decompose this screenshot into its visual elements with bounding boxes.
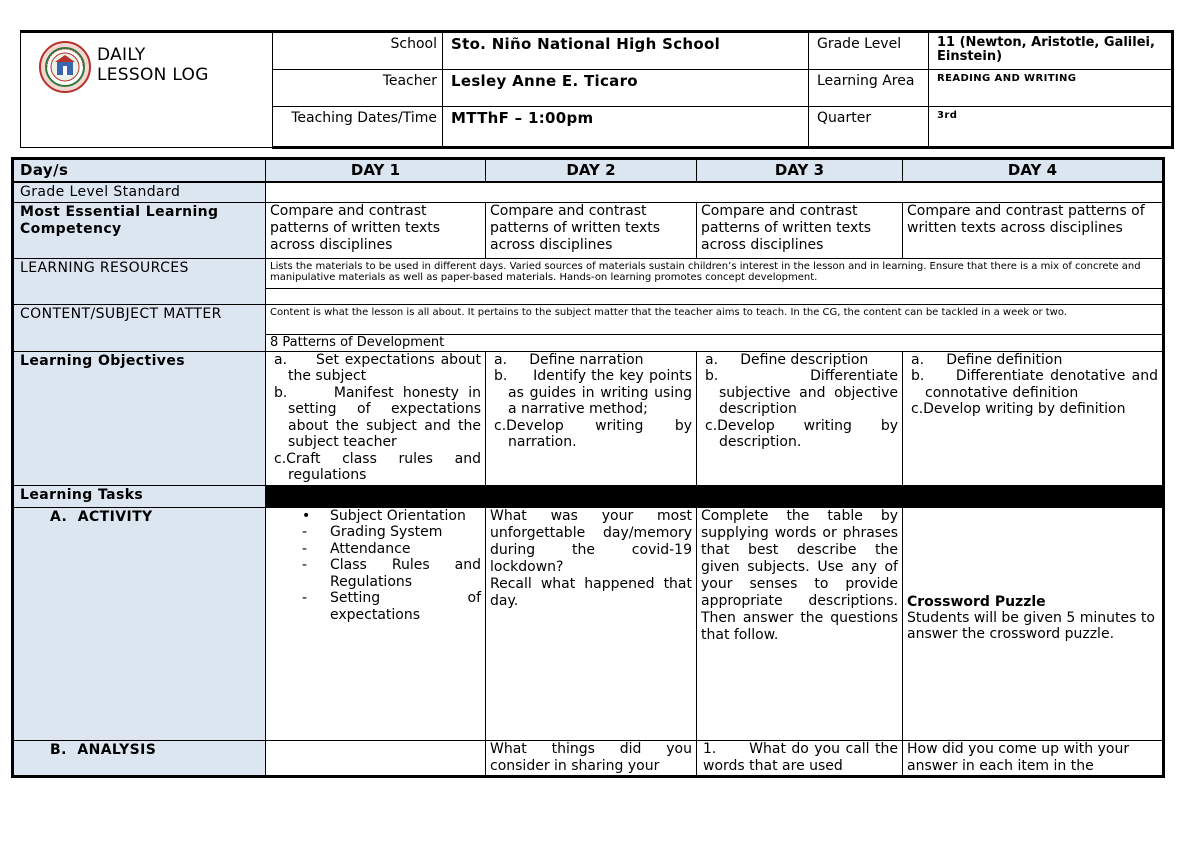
objectives-day-1 [266, 351, 486, 485]
learning-area-label: Learning Area [809, 70, 929, 107]
analysis-day-2: What things did you consider in sharing your [486, 740, 697, 776]
objective-item: c.Develop writing by description. [705, 417, 898, 450]
objective-item: b. Manifest honesty in setting of expectations about the subject and the subject teacher [274, 384, 481, 450]
objective-item: c.Develop writing by narration. [494, 417, 692, 450]
grade-level-label: Grade Level [809, 32, 929, 70]
objective-item: a. Define narration [494, 351, 644, 368]
school-seal-icon [39, 41, 91, 93]
melc-day-4: Compare and contrast patterns of written texts across disciplines [903, 202, 1164, 258]
day-3-header: DAY 3 [697, 159, 903, 182]
learning-resources-value [266, 288, 1164, 304]
objective-item: a. Define description [705, 351, 869, 368]
activity-day-2-instruction: Recall what happened that day. [490, 575, 692, 609]
learning-resources-note: Lists the materials to be used in different days. Varied sources of materials sustain children’s interest in the lesson and in learning. Ensure that there is a mix of concrete and manipulative materials as well as paper-based materials. Hands-on learning promotes concept development. [266, 258, 1164, 288]
learning-objectives-row [13, 351, 1164, 485]
teacher-label: Teacher [273, 70, 443, 107]
melc-day-1: Compare and contrast patterns of written texts across disciplines [266, 202, 486, 258]
objective-item: c.Craft class rules and regulations [274, 450, 481, 483]
learning-area-value: READING AND WRITING [929, 70, 1173, 107]
grade-level-standard-label: Grade Level Standard [13, 182, 266, 203]
lesson-plan-table [11, 157, 1165, 778]
list-item: - Class Rules and Regulations [302, 557, 481, 590]
day-header-label: Day/s [13, 159, 266, 182]
quarter-label: Quarter [809, 107, 929, 148]
objective-item: b. Differentiate denotative and connotative definition [911, 368, 1158, 401]
header-logo-cell [21, 32, 273, 148]
objectives-day-2 [486, 351, 697, 485]
day-1-header: DAY 1 [266, 159, 486, 182]
objective-item: b. Differentiate subjective and objective description [705, 368, 898, 417]
objectives-day-4 [903, 351, 1164, 485]
doc-title-line2: LESSON LOG [97, 65, 209, 85]
activity-day-2 [486, 507, 697, 740]
objective-item: a. Set expectations about the subject [274, 351, 481, 384]
doc-title-line1: DAILY [97, 45, 146, 65]
analysis-label: B. ANALYSIS [13, 740, 266, 776]
lesson-log-header [20, 30, 1174, 149]
learning-tasks-bar [266, 485, 1164, 507]
learning-tasks-row [13, 485, 1164, 507]
activity-day-4 [903, 507, 1164, 740]
learning-objectives-label: Learning Objectives [13, 351, 266, 485]
activity-day-1 [266, 507, 486, 740]
activity-row [13, 507, 1164, 740]
day-header-row [13, 159, 1164, 182]
objective-item: b. Identify the key points as guides in writing using a narrative method; [494, 368, 692, 417]
grade-level-standard-row [13, 182, 1164, 203]
content-label: CONTENT/SUBJECT MATTER [13, 304, 266, 351]
grade-level-standard-value [266, 182, 1164, 203]
activity-day-2-question: What was your most unforgettable day/memory during the covid-19 lockdown? [490, 507, 692, 575]
list-item: - Setting of expectations [302, 590, 481, 623]
crossword-text: Students will be given 5 minutes to answer the crossword puzzle. [907, 609, 1155, 642]
melc-row [13, 202, 1164, 258]
analysis-row [13, 740, 1164, 776]
learning-resources-label: LEARNING RESOURCES [13, 258, 266, 304]
teaching-dates-label: Teaching Dates/Time [273, 107, 443, 148]
day-4-header: DAY 4 [903, 159, 1164, 182]
crossword-title: Crossword Puzzle [907, 593, 1046, 610]
day-2-header: DAY 2 [486, 159, 697, 182]
melc-day-2: Compare and contrast patterns of written texts across disciplines [486, 202, 697, 258]
objective-item: a. Define definition [911, 351, 1063, 368]
list-item: - Grading System [302, 524, 443, 540]
list-item: • Subject Orientation [302, 507, 466, 524]
quarter-value: 3rd [929, 107, 1173, 148]
list-item: - Attendance [302, 540, 411, 557]
analysis-day-3: 1. What do you call the words that are used [697, 740, 903, 776]
melc-day-3: Compare and contrast patterns of written texts across disciplines [697, 202, 903, 258]
school-value: Sto. Niño National High School [443, 32, 809, 70]
content-note: Content is what the lesson is all about. It pertains to the subject matter that the teacher aims to teach. In the CG, the content can be tackled in a week or two. [266, 304, 1164, 334]
teaching-dates-value: MTThF – 1:00pm [443, 107, 809, 148]
content-value: 8 Patterns of Development [266, 334, 1164, 351]
learning-tasks-label: Learning Tasks [13, 485, 266, 507]
grade-level-value: 11 (Newton, Aristotle, Galilei, Einstein) [929, 32, 1173, 70]
activity-day-3: Complete the table by supplying words or phrases that best describe the given subjects. Use any of your senses to provide appropriate descriptions. Then answer the questions that follow. [697, 507, 903, 740]
activity-label: A. ACTIVITY [13, 507, 266, 740]
learning-resources-row [13, 258, 1164, 288]
melc-label: Most Essential Learning Competency [13, 202, 266, 258]
objectives-day-3 [697, 351, 903, 485]
analysis-day-4: How did you come up with your answer in each item in the [903, 740, 1164, 776]
school-label: School [273, 32, 443, 70]
objective-item: c.Develop writing by definition [911, 401, 1126, 417]
teacher-value: Lesley Anne E. Ticaro [443, 70, 809, 107]
content-row [13, 304, 1164, 334]
analysis-day-1 [266, 740, 486, 776]
